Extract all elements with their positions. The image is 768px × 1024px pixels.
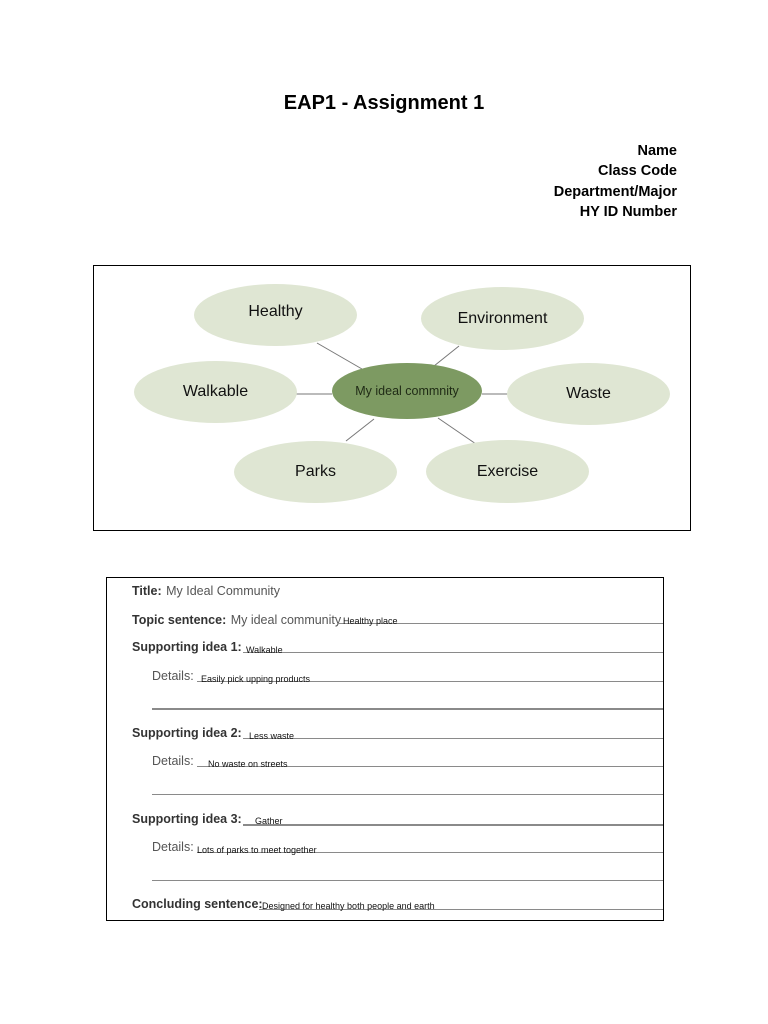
node-parks-label: Parks	[295, 463, 336, 480]
details-2-answer: No waste on streets	[208, 759, 288, 769]
supporting-idea-3-label: Supporting idea 3:	[132, 812, 242, 826]
title-value: My Ideal Community	[166, 584, 281, 598]
mind-map-diagram	[93, 265, 691, 531]
details-1-extra-line	[152, 708, 663, 710]
node-environment-label: Environment	[457, 309, 548, 327]
node-healthy	[194, 284, 357, 346]
node-center-label: My ideal commnity	[355, 384, 459, 398]
details-3-label: Details:	[152, 840, 194, 854]
node-walkable	[134, 361, 297, 423]
connector-exercise	[438, 418, 476, 444]
node-environment	[421, 287, 584, 350]
supporting-idea-1-line	[243, 652, 663, 653]
details-2-extra-line	[152, 794, 663, 795]
supporting-idea-3-line	[243, 824, 663, 826]
node-walkable-label: Walkable	[182, 383, 249, 400]
connector-parks	[346, 419, 374, 441]
title-label: Title:	[132, 584, 162, 598]
supporting-idea-2-answer: Less waste	[249, 731, 295, 741]
supporting-idea-1-label: Supporting idea 1:	[132, 640, 242, 654]
node-exercise-label: Exercise	[476, 462, 539, 480]
node-healthy-label: Healthy	[248, 303, 303, 320]
node-waste-label: Waste	[566, 385, 611, 402]
node-parks	[234, 441, 397, 503]
supporting-idea-3-answer: Gather	[255, 816, 283, 826]
details-3-answer: Lots of parks to meet together	[197, 845, 317, 855]
supporting-idea-2-label: Supporting idea 2:	[132, 726, 242, 740]
paragraph-outline-form	[106, 577, 664, 921]
concluding-sentence-answer: Designed for healthy both people and earth	[262, 901, 435, 911]
details-2-label: Details:	[152, 754, 194, 768]
connector-healthy	[317, 343, 362, 369]
details-3-extra-line	[152, 880, 663, 881]
concluding-sentence-label: Concluding sentence:	[132, 897, 263, 911]
topic-sentence-answer: Healthy place	[343, 616, 398, 626]
page-title: EAP1 - Assignment 1	[283, 92, 485, 114]
details-1-label: Details:	[152, 669, 194, 683]
node-center	[332, 363, 482, 419]
node-exercise	[426, 440, 589, 503]
info-name: Name	[637, 143, 677, 159]
info-class-code: Class Code	[598, 163, 677, 180]
info-department: Department/Major	[553, 183, 677, 200]
supporting-idea-2-line	[243, 738, 663, 739]
details-1-answer: Easily pick upping products	[201, 674, 311, 684]
topic-sentence-label: Topic sentence:	[132, 613, 227, 627]
supporting-idea-1-answer: Walkable	[246, 645, 283, 655]
topic-sentence-prefix: My ideal community	[230, 613, 342, 627]
student-info-block	[554, 141, 677, 223]
connector-environment	[434, 346, 459, 366]
node-waste	[507, 363, 670, 425]
info-id-number: HY ID Number	[579, 204, 677, 221]
